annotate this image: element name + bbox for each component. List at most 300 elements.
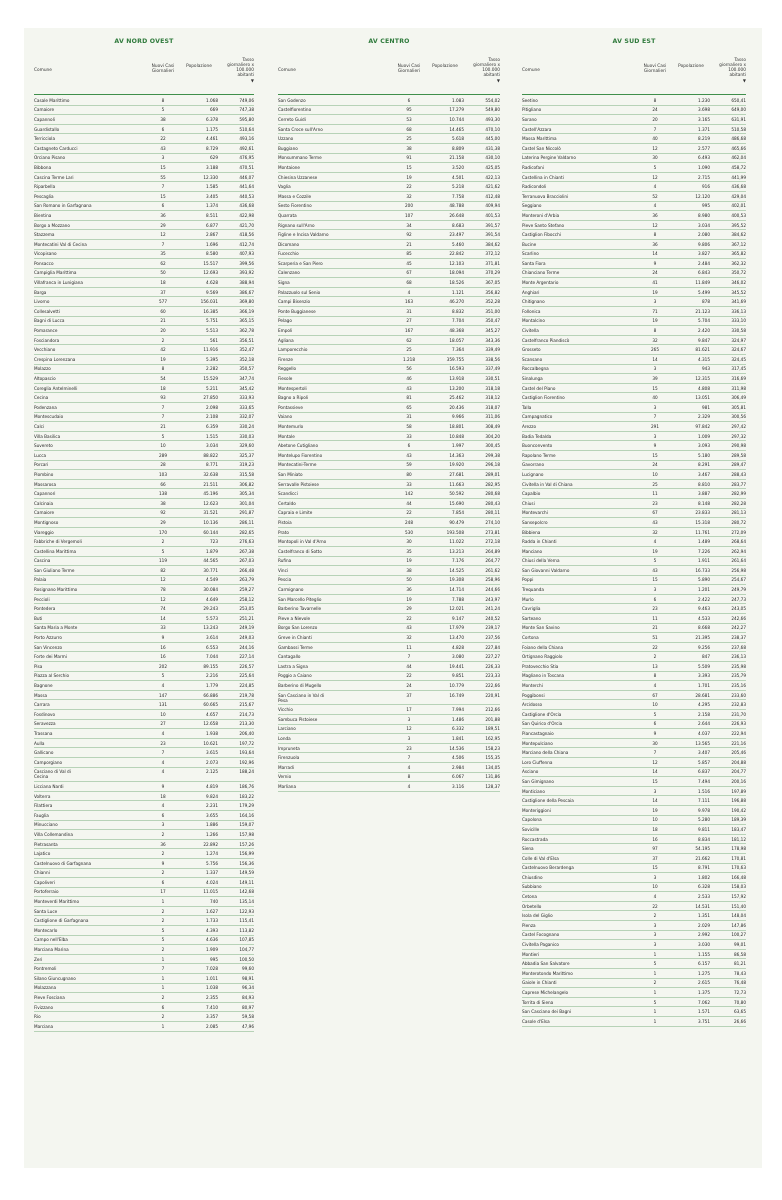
daily-cases: 19 bbox=[406, 596, 412, 602]
comune-name: Sorano bbox=[522, 116, 537, 122]
table-row bbox=[278, 173, 500, 183]
header-rate-label: Tasso giornaliero x 100.000 abitanti bbox=[719, 58, 746, 78]
population: 19.441 bbox=[449, 663, 464, 669]
population: 1.997 bbox=[452, 443, 464, 449]
population: 45.196 bbox=[203, 491, 218, 497]
population: 17.279 bbox=[449, 107, 464, 113]
daily-rate: 213,30 bbox=[239, 721, 254, 727]
table-row bbox=[522, 614, 746, 624]
daily-rate: 306,82 bbox=[239, 481, 254, 487]
daily-cases: 2 bbox=[653, 654, 657, 660]
comune-name: Londa bbox=[278, 735, 291, 741]
comune-name: Ponte Buggianese bbox=[278, 308, 316, 314]
table-row bbox=[34, 984, 254, 994]
daily-cases: 43 bbox=[652, 519, 658, 525]
table-row bbox=[34, 470, 254, 480]
comune-name: Chiusi bbox=[522, 500, 535, 506]
table-row bbox=[278, 269, 500, 279]
comune-name: Molazzana bbox=[34, 985, 57, 991]
daily-cases: 3 bbox=[161, 822, 165, 828]
daily-cases: 36 bbox=[652, 241, 658, 247]
daily-cases: 103 bbox=[159, 471, 167, 477]
table-row bbox=[34, 489, 254, 499]
comune-name: Santa Fiora bbox=[522, 260, 546, 266]
population: 1.090 bbox=[698, 164, 710, 170]
comune-name: Coreglia Antelminelli bbox=[34, 385, 78, 391]
daily-cases: 97 bbox=[652, 846, 658, 852]
table-row bbox=[34, 317, 254, 327]
comune-name: Empoli bbox=[278, 328, 293, 334]
daily-cases: 80 bbox=[406, 471, 412, 477]
population: 32.638 bbox=[203, 471, 218, 477]
population: 4.393 bbox=[206, 927, 218, 933]
daily-rate: 281,13 bbox=[731, 510, 746, 516]
daily-cases: 35 bbox=[160, 251, 166, 257]
daily-rate: 80,97 bbox=[242, 1004, 254, 1010]
comune-name: Scarperia e San Piero bbox=[278, 260, 323, 266]
table-row bbox=[278, 115, 500, 125]
table-row bbox=[34, 173, 254, 183]
comune-name: Massa Marittima bbox=[522, 136, 557, 142]
daily-cases: 4 bbox=[653, 203, 657, 209]
daily-cases: 1.218 bbox=[403, 356, 415, 362]
table-row bbox=[278, 144, 500, 154]
comune-name: Sovicille bbox=[522, 826, 540, 832]
population: 14.714 bbox=[449, 587, 464, 593]
comune-name: Camaiore bbox=[34, 510, 55, 516]
table-row bbox=[522, 1017, 746, 1027]
comune-name: Sansepolcro bbox=[522, 519, 548, 525]
table-row bbox=[34, 393, 254, 403]
table-header bbox=[522, 54, 746, 94]
comune-name: Talla bbox=[522, 404, 532, 410]
population: 1.911 bbox=[698, 558, 710, 564]
daily-rate: 256,98 bbox=[731, 567, 746, 573]
table-row bbox=[278, 230, 500, 240]
daily-cases: 25 bbox=[406, 347, 412, 353]
comune-name: Castiglione d'Orcia bbox=[522, 711, 562, 717]
daily-cases: 2 bbox=[653, 980, 657, 986]
daily-rate: 147,86 bbox=[731, 922, 746, 928]
daily-rate: 226,93 bbox=[731, 721, 746, 727]
daily-rate: 231,70 bbox=[731, 711, 746, 717]
comune-name: Forte dei Marmi bbox=[34, 654, 67, 660]
daily-cases: 21 bbox=[160, 318, 166, 324]
table-row bbox=[34, 614, 254, 624]
daily-cases: 27 bbox=[406, 318, 412, 324]
header-rate bbox=[710, 54, 746, 94]
daily-rate: 421,62 bbox=[485, 184, 500, 190]
daily-rate: 170,81 bbox=[731, 855, 746, 861]
daily-rate: 164,16 bbox=[239, 812, 254, 818]
table-row bbox=[522, 240, 746, 250]
daily-rate: 244,66 bbox=[485, 587, 500, 593]
daily-rate: 421,70 bbox=[239, 222, 254, 228]
table-row bbox=[278, 211, 500, 221]
daily-rate: 290,98 bbox=[731, 443, 746, 449]
daily-rate: 206,40 bbox=[239, 730, 254, 736]
daily-cases: 11 bbox=[652, 491, 658, 497]
table-row bbox=[522, 787, 746, 797]
table-row bbox=[34, 326, 254, 336]
table-row bbox=[34, 250, 254, 260]
daily-rate: 204,77 bbox=[731, 769, 746, 775]
table-row bbox=[278, 278, 500, 288]
population: 11.663 bbox=[449, 481, 464, 487]
population: 4.819 bbox=[206, 783, 218, 789]
daily-rate: 100,27 bbox=[731, 932, 746, 938]
zone-av-centro bbox=[278, 38, 500, 792]
daily-rate: 330,51 bbox=[485, 376, 500, 382]
comune-name: Subbiano bbox=[522, 884, 542, 890]
comune-name: Palaia bbox=[34, 577, 47, 583]
header-comune: Comune bbox=[278, 68, 296, 73]
daily-rate: 319,23 bbox=[239, 462, 254, 468]
daily-cases: 4 bbox=[407, 764, 411, 770]
table-row bbox=[278, 326, 500, 336]
daily-rate: 393,92 bbox=[239, 270, 254, 276]
population: 6.877 bbox=[206, 222, 218, 228]
population: 14.465 bbox=[449, 126, 464, 132]
daily-rate: 189,39 bbox=[731, 817, 746, 823]
comune-name: Buonconvento bbox=[522, 443, 553, 449]
daily-rate: 296,18 bbox=[485, 462, 500, 468]
table-row bbox=[34, 259, 254, 269]
table-row bbox=[522, 441, 746, 451]
daily-rate: 407,93 bbox=[239, 251, 254, 257]
table-row bbox=[278, 557, 500, 567]
comune-name: Campiglia Marittima bbox=[34, 270, 77, 276]
population: 12.693 bbox=[203, 270, 218, 276]
daily-cases: 14 bbox=[160, 615, 166, 621]
daily-rate: 431,38 bbox=[485, 145, 500, 151]
daily-cases: 44 bbox=[406, 500, 412, 506]
population: 5.499 bbox=[698, 289, 710, 295]
daily-cases: 10 bbox=[160, 443, 166, 449]
population: 1.068 bbox=[206, 97, 218, 103]
daily-cases: 43 bbox=[406, 625, 412, 631]
comune-name: Barberino Tavarnelle bbox=[278, 606, 322, 612]
comune-name: Portoferraio bbox=[34, 889, 59, 895]
population: 23.497 bbox=[449, 232, 464, 238]
population: 1.375 bbox=[698, 990, 710, 996]
daily-cases: 68 bbox=[406, 126, 412, 132]
daily-cases: 19 bbox=[652, 289, 658, 295]
daily-rate: 330,58 bbox=[731, 328, 746, 334]
population: 9.463 bbox=[698, 606, 710, 612]
daily-cases: 3 bbox=[653, 366, 657, 372]
daily-cases: 19 bbox=[406, 174, 412, 180]
comune-name: Fiesole bbox=[278, 376, 293, 382]
daily-rate: 151,40 bbox=[731, 903, 746, 909]
daily-cases: 11 bbox=[406, 644, 412, 650]
daily-cases: 289 bbox=[159, 452, 167, 458]
population: 29.243 bbox=[203, 606, 218, 612]
population: 21.158 bbox=[449, 155, 464, 161]
population: 9.147 bbox=[452, 615, 464, 621]
comune-name: Villa Collemandina bbox=[34, 831, 73, 837]
daily-cases: 20 bbox=[652, 116, 658, 122]
table-row bbox=[278, 537, 500, 547]
comune-name: Castel del Piano bbox=[522, 385, 556, 391]
table-row bbox=[34, 509, 254, 519]
daily-cases: 23 bbox=[160, 740, 166, 746]
daily-cases: 62 bbox=[160, 260, 166, 266]
daily-rate: 458,72 bbox=[731, 164, 746, 170]
daily-cases: 21 bbox=[160, 423, 166, 429]
header-population: Popolazione bbox=[678, 64, 704, 69]
daily-cases: 36 bbox=[160, 841, 166, 847]
population: 3.655 bbox=[206, 812, 218, 818]
daily-cases: 22 bbox=[160, 136, 166, 142]
comune-name: Cavriglia bbox=[522, 606, 541, 612]
daily-rate: 352,28 bbox=[485, 299, 500, 305]
daily-rate: 386,67 bbox=[239, 289, 254, 295]
daily-rate: 166,48 bbox=[731, 874, 746, 880]
population: 19.920 bbox=[449, 462, 464, 468]
daily-cases: 43 bbox=[652, 567, 658, 573]
daily-cases: 16 bbox=[652, 836, 658, 842]
daily-cases: 12 bbox=[652, 145, 658, 151]
table-row bbox=[522, 470, 746, 480]
population: 723 bbox=[210, 539, 218, 545]
table-row bbox=[34, 907, 254, 917]
comune-name: Trassana bbox=[34, 730, 53, 736]
comune-name: San Vincenzo bbox=[34, 644, 63, 650]
daily-cases: 8 bbox=[653, 328, 657, 334]
population: 15.690 bbox=[449, 500, 464, 506]
comune-name: Caprese Michelangelo bbox=[522, 990, 569, 996]
comune-name: Seravezza bbox=[34, 721, 56, 727]
daily-rate: 282,28 bbox=[731, 500, 746, 506]
comune-name: Santa Croce sull'Arno bbox=[278, 126, 323, 132]
comune-name: Castiglione della Pescaia bbox=[522, 798, 574, 804]
comune-name: Montemurlo bbox=[278, 423, 304, 429]
daily-cases: 7 bbox=[161, 750, 165, 756]
table-row bbox=[34, 993, 254, 1003]
comune-name: Pitigliano bbox=[522, 107, 542, 113]
population: 1.374 bbox=[206, 203, 218, 209]
comune-name: Laterina Pergine Valdarno bbox=[522, 155, 576, 161]
daily-rate: 226,33 bbox=[485, 663, 500, 669]
table-row bbox=[522, 979, 746, 989]
comune-name: Poggibonsi bbox=[522, 692, 545, 698]
comune-name: Castell'Azzara bbox=[522, 126, 552, 132]
daily-cases: 9 bbox=[653, 260, 657, 266]
daily-cases: 95 bbox=[406, 107, 412, 113]
daily-rate: 274,10 bbox=[485, 519, 500, 525]
table-row bbox=[522, 317, 746, 327]
comune-name: Campagnatico bbox=[522, 414, 553, 420]
daily-cases: 29 bbox=[406, 606, 412, 612]
daily-rate: 465,66 bbox=[731, 145, 746, 151]
population: 9.851 bbox=[452, 673, 464, 679]
population: 3.614 bbox=[206, 635, 218, 641]
comune-name: Volterra bbox=[34, 793, 51, 799]
table-row bbox=[522, 864, 746, 874]
comune-name: Riparbella bbox=[34, 184, 56, 190]
daily-cases: 32 bbox=[652, 337, 658, 343]
table-row bbox=[278, 355, 500, 365]
population: 12.315 bbox=[695, 376, 710, 382]
daily-cases: 23 bbox=[652, 500, 658, 506]
daily-rate: 333,65 bbox=[239, 404, 254, 410]
population: 17.979 bbox=[449, 625, 464, 631]
daily-cases: 15 bbox=[160, 193, 166, 199]
daily-rate: 430,10 bbox=[485, 155, 500, 161]
comune-name: Rufina bbox=[278, 558, 292, 564]
daily-rate: 192,96 bbox=[239, 759, 254, 765]
daily-rate: 289,01 bbox=[485, 471, 500, 477]
daily-cases: 50 bbox=[160, 270, 166, 276]
comune-name: Capalbio bbox=[522, 491, 541, 497]
comune-name: Calcinaia bbox=[34, 500, 54, 506]
daily-rate: 243,97 bbox=[485, 596, 500, 602]
comune-name: Cerreto Guidi bbox=[278, 116, 306, 122]
comune-name: Roccastrada bbox=[522, 836, 548, 842]
comune-name: Chianni bbox=[34, 870, 50, 876]
population: 89.155 bbox=[203, 663, 218, 669]
population: 2.282 bbox=[206, 366, 218, 372]
daily-cases: 24 bbox=[652, 462, 658, 468]
daily-cases: 1 bbox=[653, 990, 657, 996]
population: 193.508 bbox=[446, 529, 464, 535]
daily-cases: 8 bbox=[161, 366, 165, 372]
daily-rate: 247,73 bbox=[731, 596, 746, 602]
comune-name: Piancastagnaio bbox=[522, 730, 554, 736]
daily-rate: 470,51 bbox=[239, 164, 254, 170]
table-row bbox=[278, 307, 500, 317]
comune-name: Larciano bbox=[278, 726, 296, 732]
daily-rate: 318,07 bbox=[485, 404, 500, 410]
daily-cases: 30 bbox=[652, 740, 658, 746]
daily-cases: 54 bbox=[160, 376, 166, 382]
daily-cases: 5 bbox=[161, 433, 165, 439]
table-row bbox=[522, 921, 746, 931]
comune-name: Chianciano Terme bbox=[522, 270, 560, 276]
daily-cases: 36 bbox=[652, 212, 658, 218]
daily-cases: 3 bbox=[161, 155, 165, 161]
comune-name: Magliano in Toscana bbox=[522, 673, 565, 679]
daily-rate: 204,88 bbox=[731, 759, 746, 765]
comune-name: Pieve Santo Stefano bbox=[522, 222, 565, 228]
comune-name: Figline e Incisa Valdarno bbox=[278, 232, 329, 238]
comune-name: Calci bbox=[34, 423, 45, 429]
daily-rate: 391,57 bbox=[485, 222, 500, 228]
table-row bbox=[34, 576, 254, 586]
daily-rate: 650,41 bbox=[731, 97, 746, 103]
daily-cases: 82 bbox=[160, 567, 166, 573]
population: 1.083 bbox=[452, 97, 464, 103]
table-row bbox=[522, 374, 746, 384]
daily-rate: 304,20 bbox=[485, 433, 500, 439]
comune-name: Bagni di Lucca bbox=[34, 318, 65, 324]
daily-rate: 261,64 bbox=[731, 558, 746, 564]
comune-name: Dicomano bbox=[278, 241, 300, 247]
daily-rate: 341,69 bbox=[731, 299, 746, 305]
comune-name: Altopascio bbox=[34, 376, 56, 382]
daily-rate: 72,73 bbox=[734, 990, 746, 996]
daily-cases: 2 bbox=[161, 870, 165, 876]
daily-cases: 55 bbox=[160, 174, 166, 180]
daily-rate: 330,24 bbox=[239, 423, 254, 429]
daily-cases: 12 bbox=[652, 759, 658, 765]
daily-rate: 345,52 bbox=[731, 289, 746, 295]
header-rate bbox=[464, 54, 500, 94]
population: 7.704 bbox=[452, 318, 464, 324]
daily-rate: 422,98 bbox=[239, 212, 254, 218]
daily-rate: 261,62 bbox=[485, 567, 500, 573]
comune-name: Loro Ciuffenna bbox=[522, 759, 553, 765]
population: 847 bbox=[702, 654, 710, 660]
table-row bbox=[522, 432, 746, 442]
comune-name: Collesalvetti bbox=[34, 308, 60, 314]
comune-name: Calenzano bbox=[278, 270, 300, 276]
table-row bbox=[34, 413, 254, 423]
table-row bbox=[522, 125, 746, 135]
comune-name: Orbetello bbox=[522, 903, 542, 909]
comune-name: San Marcello Piteglio bbox=[278, 596, 322, 602]
daily-cases: 43 bbox=[160, 145, 166, 151]
daily-cases: 24 bbox=[406, 683, 412, 689]
daily-cases: 8 bbox=[653, 232, 657, 238]
comune-name: Grosseto bbox=[522, 347, 541, 353]
daily-cases: 59 bbox=[406, 462, 412, 468]
daily-cases: 32 bbox=[652, 529, 658, 535]
table-row bbox=[522, 355, 746, 365]
table-row bbox=[34, 1003, 254, 1013]
daily-cases: 37 bbox=[160, 289, 166, 295]
daily-cases: 6 bbox=[161, 879, 165, 885]
comune-name: Monte Argentario bbox=[522, 280, 559, 286]
comune-name: Castagneto Carducci bbox=[34, 145, 78, 151]
daily-rate: 409,94 bbox=[485, 203, 500, 209]
table-row bbox=[522, 595, 746, 605]
daily-cases: 10 bbox=[652, 702, 658, 708]
daily-rate: 200,16 bbox=[731, 778, 746, 784]
comune-name: Rio bbox=[34, 1014, 41, 1020]
daily-cases: 9 bbox=[653, 443, 657, 449]
population: 1.011 bbox=[206, 975, 218, 981]
comune-name: Porto Azzurro bbox=[34, 635, 62, 641]
table-row bbox=[522, 259, 746, 269]
daily-rate: 345,27 bbox=[485, 328, 500, 334]
daily-rate: 156,99 bbox=[239, 851, 254, 857]
daily-rate: 369,80 bbox=[239, 299, 254, 305]
table-row bbox=[34, 163, 254, 173]
daily-rate: 178,98 bbox=[731, 846, 746, 852]
population: 11.761 bbox=[695, 529, 710, 535]
daily-rate: 84,93 bbox=[242, 995, 254, 1001]
daily-cases: 18 bbox=[160, 793, 166, 799]
population: 13.565 bbox=[695, 740, 710, 746]
daily-cases: 2 bbox=[161, 918, 165, 924]
comune-name: Foiano della Chiana bbox=[522, 644, 564, 650]
population: 18.801 bbox=[449, 423, 464, 429]
population: 21.395 bbox=[695, 635, 710, 641]
table-row bbox=[522, 509, 746, 519]
population: 5.756 bbox=[206, 860, 218, 866]
daily-cases: 1 bbox=[653, 1009, 657, 1015]
daily-rate: 235,98 bbox=[731, 663, 746, 669]
table-row bbox=[522, 825, 746, 835]
population: 10.136 bbox=[203, 519, 218, 525]
population: 6.378 bbox=[206, 116, 218, 122]
population: 916 bbox=[702, 184, 710, 190]
comune-name: Rignano sull'Arno bbox=[278, 222, 315, 228]
table-row bbox=[278, 734, 500, 744]
population: 9.569 bbox=[206, 289, 218, 295]
